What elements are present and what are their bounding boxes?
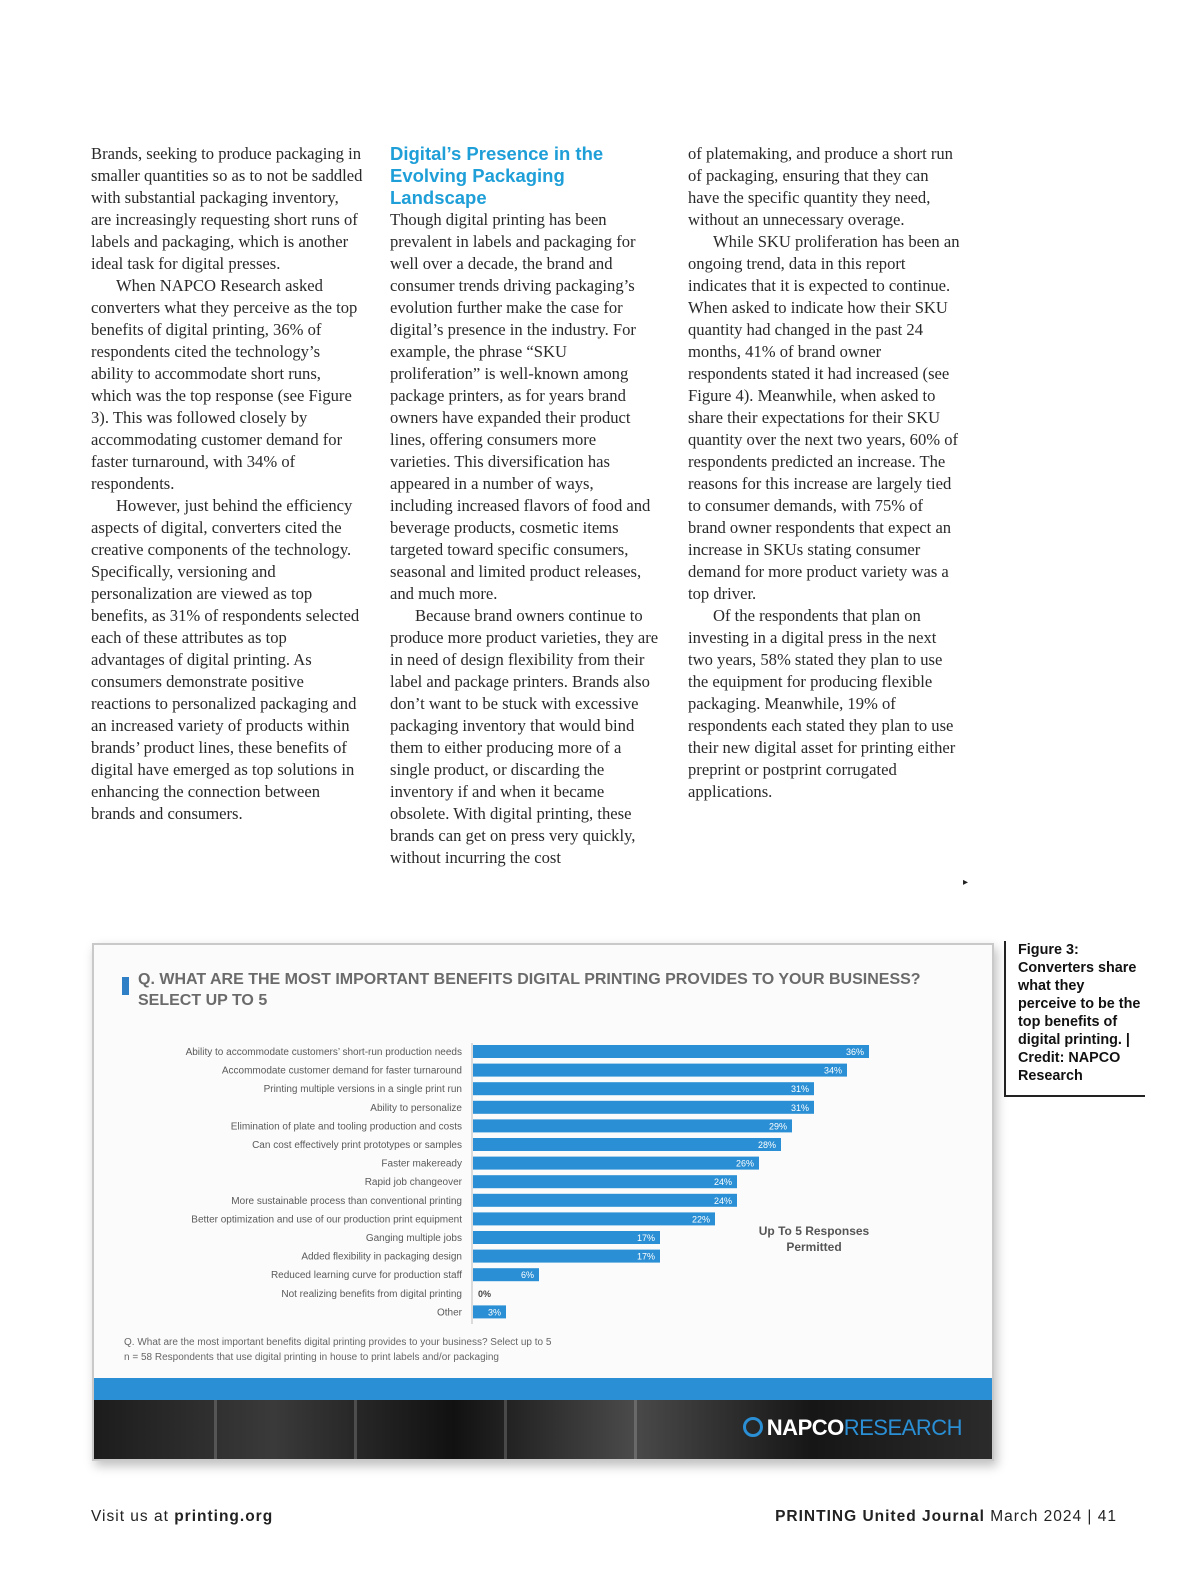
logo-text-napco: NAPCO [766, 1415, 844, 1440]
category-label: Ability to personalize [370, 1102, 462, 1114]
value-label: 6% [520, 1270, 534, 1281]
bar-chart [94, 1037, 992, 1327]
value-label: 17% [636, 1233, 655, 1243]
bar [473, 1101, 814, 1114]
figure-caption: Figure 3: Converters share what they perceive to be the top benefits of digital printing. | Credit: NAPCO Research [1004, 941, 1145, 1097]
category-label: More sustainable process than conventional printing [231, 1195, 462, 1207]
footer-website [91, 1508, 273, 1526]
paragraph: While SKU proliferation has been an ongoing trend, data in this report indicates that it is expected to continue. When asked to indicate how their SKU quantity had changed in the past 24 months, 41% of brand owner respondents stated it had increased (see Figure 4). Meanwhile, when asked to share their expectations for their SKU quantity over the next two years, 60% of respondents predicted an increase. The reasons for this increase are largely tied to consumer demands, with 75% of brand owner respondents that expect an increase in SKUs stating consumer demand for more product variety was a top driver. [688, 232, 960, 603]
continue-arrow-icon: ▸ [963, 877, 969, 888]
category-label: Added flexibility in packaging design [301, 1251, 462, 1263]
value-label: 36% [845, 1047, 864, 1057]
value-label: 22% [691, 1214, 710, 1225]
category-label: Can cost effectively print prototypes or samples [252, 1140, 462, 1151]
paragraph: Brands, seeking to produce packaging in smaller quantities so as to not be saddled with substantial packaging inventory, are increasingly requesting short runs of labels and packaging, which is another ideal task for digital presses. [91, 144, 363, 273]
value-label: 28% [757, 1140, 776, 1150]
logo-ring-icon [743, 1417, 763, 1437]
chart-footnote [124, 1335, 551, 1365]
article-column-1 [91, 143, 363, 825]
category-label: Ability to accommodate customers’ short-run production needs [185, 1047, 462, 1058]
bar [473, 1194, 737, 1207]
footnote-sample: n = 58 Respondents that use digital printing in house to print labels and/or packaging [124, 1352, 499, 1363]
footer-publication [775, 1508, 1117, 1526]
value-label: 26% [735, 1158, 754, 1169]
value-label: 17% [636, 1251, 655, 1262]
category-label: Elimination of plate and tooling production and costs [230, 1121, 462, 1133]
category-label: Faster makeready [381, 1158, 462, 1170]
chart-note: Up To 5 Responses Permitted [758, 1224, 870, 1254]
footer-website-prefix: Visit us at [91, 1508, 175, 1525]
value-label: 3% [487, 1307, 501, 1318]
paragraph: Because brand owners continue to produce more product varieties, they are in need of design flexibility from their label and package printers. Brands also don’t want to be stuck with excessive packaging inventory that would bind them to either producing more of a single product, or discarding the inventory if and when it became obsolete. With digital printing, these brands can get on press very quickly, without incurring the cost [390, 606, 659, 867]
section-heading: Digital’s Presence in the Evolving Packaging Landscape [390, 143, 604, 208]
figure-blue-band [94, 1378, 992, 1400]
paragraph: of platemaking, and produce a short run of packaging, ensuring that they can have the specific quantity they need, without an unnecessary overage. [688, 144, 953, 229]
paragraph: Of the respondents that plan on investing in a digital press in the next two years, 58% stated they plan to use the equipment for producing flexible packaging. Meanwhile, 19% of respondents each stated they plan to use their new digital asset for printing either preprint or postprint corrugated applications. [688, 606, 956, 801]
paragraph: When NAPCO Research asked converters what they perceive as the top benefits of digital printing, 36% of respondents cited the technology’s ability to accommodate short runs, which was the top response (see Figure 3). This was followed closely by accommodating customer demand for faster turnaround, with 34% of respondents. [91, 276, 358, 493]
category-label: Rapid job changeover [364, 1177, 462, 1189]
value-label: 0% [478, 1288, 492, 1299]
paragraph: Though digital printing has been prevalent in labels and packaging for well over a decade, the brand and consumer trends driving packaging’s evolution further make the case for digital’s presence in the industry. For example, the phrase “SKU proliferation” is well-known among package printers, as for years brand owners have expanded their product lines, offering consumers more varieties. This diversification has appeared in a number of ways, including increased flavors of food and beverage products, cosmetic items targeted toward specific consumers, seasonal and limited product releases, and much more. [390, 210, 651, 603]
category-label: Accommodate customer demand for faster turnaround [221, 1065, 462, 1077]
value-label: 24% [713, 1177, 732, 1188]
bar [473, 1157, 759, 1170]
chart-title: Q. WHAT ARE THE MOST IMPORTANT BENEFITS DIGITAL PRINTING PROVIDES TO YOUR BUSINESS? SELECT UP TO 5 [138, 971, 921, 1009]
footer-issue-page: March 2024 | 41 [984, 1508, 1117, 1525]
figure-3-chart-image [92, 943, 994, 1461]
bar [473, 1064, 847, 1077]
category-label: Reduced learning curve for production staff [270, 1270, 462, 1282]
value-label: 31% [790, 1102, 809, 1113]
category-label: Better optimization and use of our production print equipment [191, 1214, 462, 1226]
napco-research-logo [743, 1415, 962, 1441]
category-label: Printing multiple versions in a single print run [263, 1084, 462, 1096]
article-column-3 [688, 143, 960, 803]
bar [473, 1212, 715, 1225]
bar [473, 1119, 792, 1132]
footer-website-link[interactable]: printing.org [174, 1508, 274, 1525]
category-label: Not realizing benefits from digital printing [281, 1288, 462, 1300]
logo-text-research: RESEARCH [843, 1415, 962, 1440]
title-marker-icon [122, 977, 129, 995]
value-label: 29% [768, 1121, 787, 1132]
bar [473, 1250, 660, 1263]
paragraph: However, just behind the efficiency aspects of digital, converters cited the creative components of the technology. Specifically, versioning and personalization are viewed as top benefits, as 31% of respondents selected each of these attributes as top advantages of digital printing. As consumers demonstrate positive reactions to personalized packaging and an increased variety of products within brands’ product lines, these benefits of digital have emerged as top solutions in enhancing the connection between brands and consumers. [91, 496, 360, 823]
value-label: 31% [790, 1084, 809, 1095]
bar [473, 1045, 869, 1058]
category-label: Ganging multiple jobs [365, 1233, 462, 1244]
bar [473, 1138, 781, 1151]
footer-publication-name: PRINTING United Journal [775, 1508, 985, 1525]
category-label: Other [436, 1307, 462, 1319]
value-label: 34% [823, 1065, 842, 1076]
article-column-2 [390, 143, 660, 869]
bar [473, 1175, 737, 1188]
value-label: 24% [713, 1195, 732, 1206]
bar [473, 1231, 660, 1244]
footnote-question: Q. What are the most important benefits digital printing provides to your business? Select up to 5 [124, 1337, 552, 1348]
bar [473, 1082, 814, 1095]
